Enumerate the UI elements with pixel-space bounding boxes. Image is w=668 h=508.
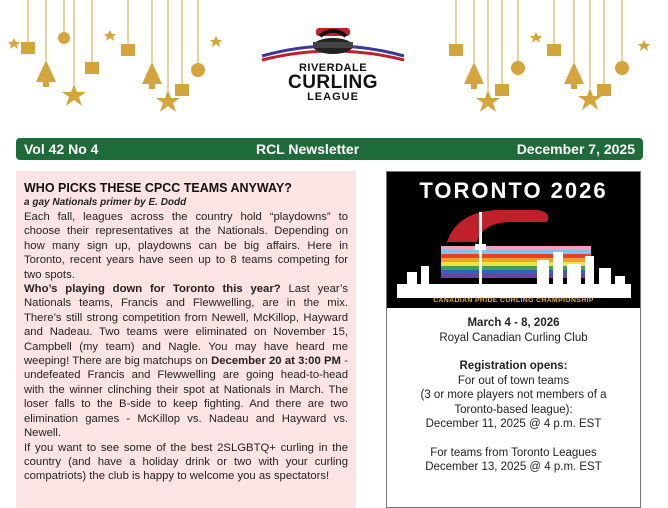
article-paragraph-2-lead: Who’s playing down for Toronto this year?: [24, 283, 281, 296]
registration-line-4: December 11, 2025 @ 4 p.m. EST: [425, 418, 602, 430]
registration-line-6: December 13, 2025 @ 4 p.m. EST: [425, 461, 602, 473]
volume-number: Vol 42 No 4: [24, 141, 99, 157]
championship-sidebar: [386, 171, 641, 508]
newsletter-title: RCL Newsletter: [255, 141, 360, 157]
gift-ornament-icon: [21, 42, 35, 54]
star-ornament-icon: [62, 84, 86, 106]
article-paragraph-2: [24, 282, 348, 440]
registration-line-5: For teams from Toronto Leagues: [430, 446, 597, 459]
newsletter-banner: [16, 138, 643, 160]
bauble-ornament-icon: [58, 32, 70, 44]
registration-line-1: For out of town teams: [457, 374, 570, 387]
article-paragraph-2-text-a: Last year’s Nationals teams, Francis and Flewwelling, are in the mix. There’s still strong competition from Newell, McKillop, Hayward and Nadeau. Two teams were eliminated on November 15, Campbell (my team) and Nagle. You may have heard me weeping! There are big matchups on: [24, 283, 348, 368]
article-paragraph-2-text-b: - undefeated Francis and Flewwelling are going head-to-head with the winner clinching their spot at Nationals in March. The loser falls to the B-side to keep fighting. And there are two elimination games - McKillop vs. Nadeau and Hayward vs. Newell.: [24, 355, 348, 440]
logo-line-curling: CURLING: [287, 72, 379, 93]
registration-heading: Registration opens:: [459, 360, 568, 372]
logo-line-riverdale: RIVERDALE: [298, 62, 368, 74]
logo-text: [258, 62, 408, 103]
logo-line-league: LEAGUE: [307, 91, 359, 103]
championship-details: [387, 308, 640, 475]
poster-title: TORONTO 2026: [419, 178, 608, 203]
article-paragraph-1: Each fall, leagues across the country hold “playdowns” to choose their representatives at the Nationals. Depending on how many sign up, playdowns can be big affairs. Here in Toronto, recent years have seen up to 8 teams competing for two spots.: [24, 211, 348, 281]
registration-line-2: (3 or more players not members of a: [420, 389, 607, 401]
championship-poster: [387, 172, 640, 308]
matchup-date: December 20 at 3:00 PM: [211, 355, 341, 368]
holiday-ornaments-left: [0, 0, 230, 130]
article-byline: a gay Nationals primer by E. Dodd: [24, 197, 187, 208]
article-cpcc-teams: [16, 171, 356, 508]
registration-line-3: Toronto-based league):: [454, 403, 573, 416]
event-dates: March 4 - 8, 2026: [467, 317, 560, 329]
toronto-skyline-pride-graphic: [387, 172, 640, 308]
issue-date: December 7, 2025: [516, 141, 635, 157]
article-heading: WHO PICKS THESE CPCC TEAMS ANYWAY?: [24, 181, 292, 195]
poster-subtitle: CANADIAN PRIDE CURLING CHAMPIONSHIP: [433, 297, 594, 304]
holiday-ornaments-right: [438, 0, 668, 130]
tree-ornament-icon: [36, 60, 56, 82]
event-venue: Royal Canadian Curling Club: [439, 331, 588, 344]
article-paragraph-3: If you want to see some of the best 2SLGBTQ+ curling in the country (and have a holiday drink or two with your curling compatriots) the club is happy to welcome you as spectators!: [24, 441, 348, 483]
